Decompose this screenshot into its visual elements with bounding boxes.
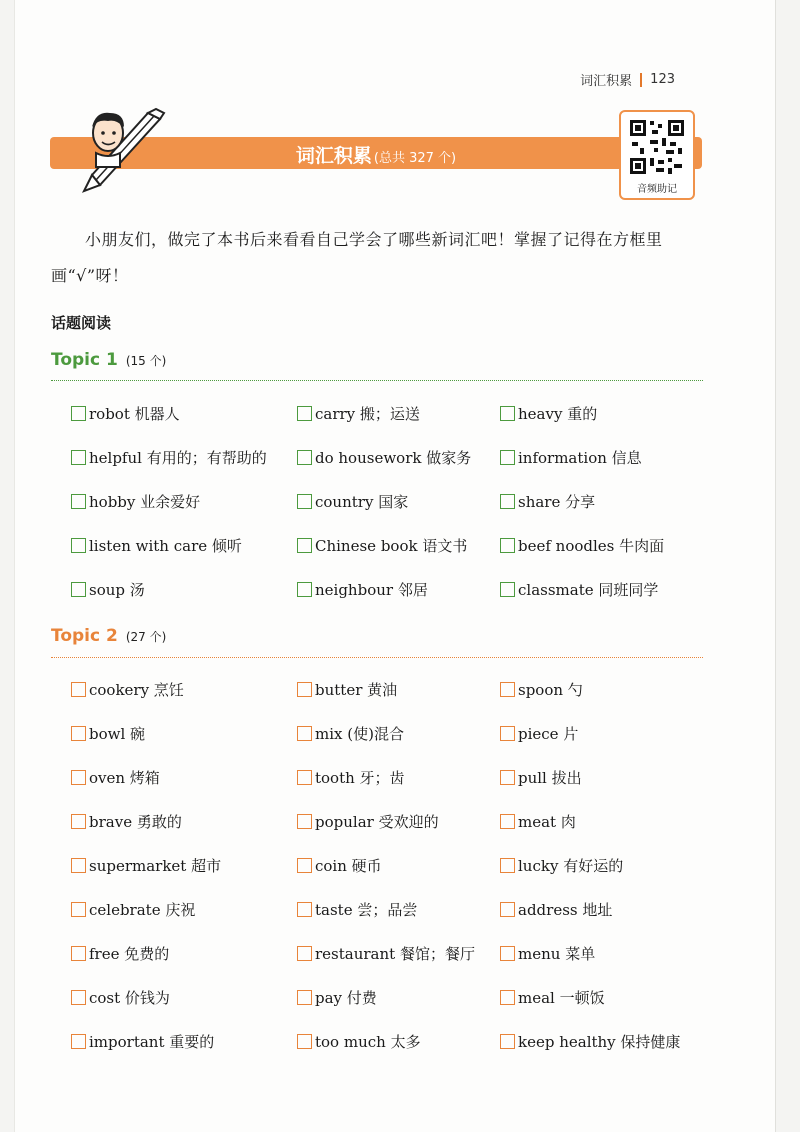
vocab-word: cookery 烹饪 bbox=[89, 680, 184, 699]
vocab-word: oven 烤箱 bbox=[89, 768, 160, 787]
vocab-word: information 信息 bbox=[518, 448, 642, 467]
checkbox[interactable] bbox=[297, 902, 312, 917]
qr-label: 音频助记 bbox=[637, 184, 677, 195]
vocab-item[interactable] bbox=[500, 899, 711, 920]
checkbox[interactable] bbox=[297, 682, 312, 697]
vocab-item[interactable] bbox=[71, 491, 297, 512]
vocab-item[interactable] bbox=[500, 943, 711, 964]
vocab-item[interactable] bbox=[71, 899, 297, 920]
vocab-word: neighbour 邻居 bbox=[315, 580, 428, 599]
topic-divider bbox=[51, 380, 703, 381]
checkbox[interactable] bbox=[500, 582, 515, 597]
vocab-word: meal 一顿饭 bbox=[518, 988, 605, 1007]
vocab-item[interactable] bbox=[500, 855, 711, 876]
running-head bbox=[580, 70, 675, 89]
checkbox[interactable] bbox=[71, 682, 86, 697]
vocab-word: butter 黄油 bbox=[315, 680, 398, 699]
vocab-row bbox=[71, 931, 711, 975]
checkbox[interactable] bbox=[71, 494, 86, 509]
vocab-word: pay 付费 bbox=[315, 988, 377, 1007]
vocab-row bbox=[71, 567, 711, 611]
vocab-item[interactable] bbox=[297, 1031, 500, 1052]
vocab-word: bowl 碗 bbox=[89, 724, 146, 743]
vocab-word: brave 勇敢的 bbox=[89, 812, 182, 831]
topic-name: Topic 1 bbox=[51, 350, 118, 370]
checkbox[interactable] bbox=[71, 946, 86, 961]
checkbox[interactable] bbox=[500, 538, 515, 553]
vocab-word: important 重要的 bbox=[89, 1032, 215, 1051]
checkbox[interactable] bbox=[71, 902, 86, 917]
vocab-item[interactable] bbox=[500, 679, 711, 700]
vocab-word: keep healthy 保持健康 bbox=[518, 1032, 681, 1051]
vocab-word: country 国家 bbox=[315, 492, 409, 511]
vocab-word: address 地址 bbox=[518, 900, 613, 919]
vocab-word: celebrate 庆祝 bbox=[89, 900, 196, 919]
vocab-item[interactable] bbox=[500, 403, 711, 424]
checkbox[interactable] bbox=[71, 858, 86, 873]
vocab-word: spoon 勺 bbox=[518, 680, 583, 699]
checkbox[interactable] bbox=[297, 450, 312, 465]
qr-code-card[interactable] bbox=[619, 110, 695, 200]
checkbox[interactable] bbox=[297, 770, 312, 785]
vocab-item[interactable] bbox=[297, 491, 500, 512]
page bbox=[14, 0, 776, 1132]
vocab-word: taste 尝；品尝 bbox=[315, 900, 418, 919]
vocab-row bbox=[71, 667, 711, 711]
vocab-item[interactable] bbox=[71, 987, 297, 1008]
checkbox[interactable] bbox=[297, 814, 312, 829]
vocab-word: cost 价钱为 bbox=[89, 988, 170, 1007]
vocab-word: piece 片 bbox=[518, 724, 579, 743]
vocab-item[interactable] bbox=[297, 579, 500, 600]
topic-heading-1 bbox=[51, 350, 703, 374]
vocab-word: too much 太多 bbox=[315, 1032, 421, 1051]
checkbox[interactable] bbox=[297, 946, 312, 961]
checkbox[interactable] bbox=[500, 1034, 515, 1049]
vocab-item[interactable] bbox=[71, 403, 297, 424]
vocab-item[interactable] bbox=[297, 679, 500, 700]
vocab-word: restaurant 餐馆；餐厅 bbox=[315, 944, 475, 963]
vocab-word: carry 搬；运送 bbox=[315, 404, 420, 423]
checkbox[interactable] bbox=[71, 406, 86, 421]
vocab-item[interactable] bbox=[500, 723, 711, 744]
vocab-item[interactable] bbox=[71, 855, 297, 876]
checkbox[interactable] bbox=[500, 814, 515, 829]
vocab-word: classmate 同班同学 bbox=[518, 580, 659, 599]
vocab-item[interactable] bbox=[71, 535, 297, 556]
vocab-item[interactable] bbox=[71, 1031, 297, 1052]
topic-count: (27 个) bbox=[125, 630, 167, 644]
vocab-word: meat 肉 bbox=[518, 812, 576, 831]
vocab-item[interactable] bbox=[500, 811, 711, 832]
checkbox[interactable] bbox=[500, 770, 515, 785]
checkbox[interactable] bbox=[71, 1034, 86, 1049]
topic-heading-2 bbox=[51, 626, 703, 650]
checkbox[interactable] bbox=[71, 814, 86, 829]
checkbox[interactable] bbox=[500, 902, 515, 917]
qr-code-icon[interactable] bbox=[628, 118, 686, 176]
vocab-word: listen with care 倾听 bbox=[89, 536, 242, 555]
running-head-divider bbox=[640, 73, 642, 87]
vocab-row bbox=[71, 523, 711, 567]
checkbox[interactable] bbox=[297, 726, 312, 741]
vocab-word: menu 菜单 bbox=[518, 944, 596, 963]
vocab-item[interactable] bbox=[297, 943, 500, 964]
vocab-item[interactable] bbox=[297, 447, 500, 468]
vocab-item[interactable] bbox=[500, 1031, 711, 1052]
checkbox[interactable] bbox=[500, 450, 515, 465]
banner-title-text: 词汇积累 bbox=[295, 145, 372, 167]
vocab-grid-topic-2 bbox=[71, 667, 711, 1063]
vocab-word: Chinese book 语文书 bbox=[315, 536, 468, 555]
vocab-word: robot 机器人 bbox=[89, 404, 180, 423]
checkbox[interactable] bbox=[297, 1034, 312, 1049]
checkbox[interactable] bbox=[297, 406, 312, 421]
vocab-item[interactable] bbox=[500, 447, 711, 468]
running-head-section: 词汇积累 bbox=[580, 74, 633, 89]
vocab-word: share 分享 bbox=[518, 492, 596, 511]
vocab-row bbox=[71, 799, 711, 843]
vocab-row bbox=[71, 435, 711, 479]
vocab-word: pull 拔出 bbox=[518, 768, 582, 787]
checkbox[interactable] bbox=[500, 726, 515, 741]
topic-count: (15 个) bbox=[125, 354, 167, 368]
checkbox[interactable] bbox=[71, 538, 86, 553]
vocab-row bbox=[71, 843, 711, 887]
vocab-item[interactable] bbox=[297, 811, 500, 832]
vocab-row bbox=[71, 755, 711, 799]
checkbox[interactable] bbox=[297, 990, 312, 1005]
checkbox[interactable] bbox=[71, 990, 86, 1005]
checkbox[interactable] bbox=[297, 494, 312, 509]
vocab-item[interactable] bbox=[297, 535, 500, 556]
checkbox[interactable] bbox=[500, 682, 515, 697]
vocab-row bbox=[71, 391, 711, 435]
vocab-row bbox=[71, 975, 711, 1019]
checkbox[interactable] bbox=[500, 406, 515, 421]
boy-with-pencil-icon bbox=[70, 105, 170, 195]
vocab-row bbox=[71, 479, 711, 523]
vocab-word: lucky 有好运的 bbox=[518, 856, 624, 875]
checkbox[interactable] bbox=[71, 450, 86, 465]
vocab-row bbox=[71, 711, 711, 755]
vocab-item[interactable] bbox=[297, 855, 500, 876]
vocab-item[interactable] bbox=[500, 987, 711, 1008]
vocab-item[interactable] bbox=[297, 723, 500, 744]
vocab-word: heavy 重的 bbox=[518, 404, 598, 423]
banner-subtitle: (总共 327 个) bbox=[373, 151, 457, 166]
section-label: 话题阅读 bbox=[51, 314, 112, 332]
topic-name: Topic 2 bbox=[51, 626, 118, 646]
vocab-item[interactable] bbox=[500, 767, 711, 788]
intro-paragraph: 小朋友们，做完了本书后来看看自己学会了哪些新词汇吧！掌握了记得在方框里画“√”呀！ bbox=[51, 230, 663, 285]
vocab-word: hobby 业余爱好 bbox=[89, 492, 201, 511]
vocab-item[interactable] bbox=[500, 579, 711, 600]
vocab-word: soup 汤 bbox=[89, 580, 145, 599]
vocab-item[interactable] bbox=[71, 579, 297, 600]
vocab-item[interactable] bbox=[500, 535, 711, 556]
vocab-grid-topic-1 bbox=[71, 391, 711, 611]
checkbox[interactable] bbox=[71, 726, 86, 741]
vocab-item[interactable] bbox=[71, 447, 297, 468]
checkbox[interactable] bbox=[500, 946, 515, 961]
vocab-item[interactable] bbox=[71, 723, 297, 744]
vocab-word: do housework 做家务 bbox=[315, 448, 472, 467]
checkbox[interactable] bbox=[500, 858, 515, 873]
checkbox[interactable] bbox=[500, 494, 515, 509]
vocab-word: mix (使)混合 bbox=[315, 724, 404, 743]
topic-divider bbox=[51, 657, 703, 658]
vocab-word: supermarket 超市 bbox=[89, 856, 222, 875]
vocab-item[interactable] bbox=[71, 811, 297, 832]
checkbox[interactable] bbox=[71, 582, 86, 597]
checkbox[interactable] bbox=[297, 538, 312, 553]
vocab-word: beef noodles 牛肉面 bbox=[518, 536, 665, 555]
vocab-item[interactable] bbox=[71, 679, 297, 700]
vocab-row bbox=[71, 1019, 711, 1063]
vocab-item[interactable] bbox=[297, 899, 500, 920]
vocab-word: free 免费的 bbox=[89, 944, 170, 963]
vocab-item[interactable] bbox=[297, 987, 500, 1008]
vocab-word: coin 硬币 bbox=[315, 856, 382, 875]
vocab-item[interactable] bbox=[297, 767, 500, 788]
vocab-item[interactable] bbox=[500, 491, 711, 512]
vocab-word: helpful 有用的；有帮助的 bbox=[89, 448, 267, 467]
page-number: 123 bbox=[650, 72, 675, 87]
checkbox[interactable] bbox=[71, 770, 86, 785]
checkbox[interactable] bbox=[297, 582, 312, 597]
checkbox[interactable] bbox=[297, 858, 312, 873]
vocab-row bbox=[71, 887, 711, 931]
vocab-word: popular 受欢迎的 bbox=[315, 812, 439, 831]
vocab-item[interactable] bbox=[297, 403, 500, 424]
vocab-item[interactable] bbox=[71, 943, 297, 964]
vocab-item[interactable] bbox=[71, 767, 297, 788]
vocab-word: tooth 牙；齿 bbox=[315, 768, 405, 787]
checkbox[interactable] bbox=[500, 990, 515, 1005]
